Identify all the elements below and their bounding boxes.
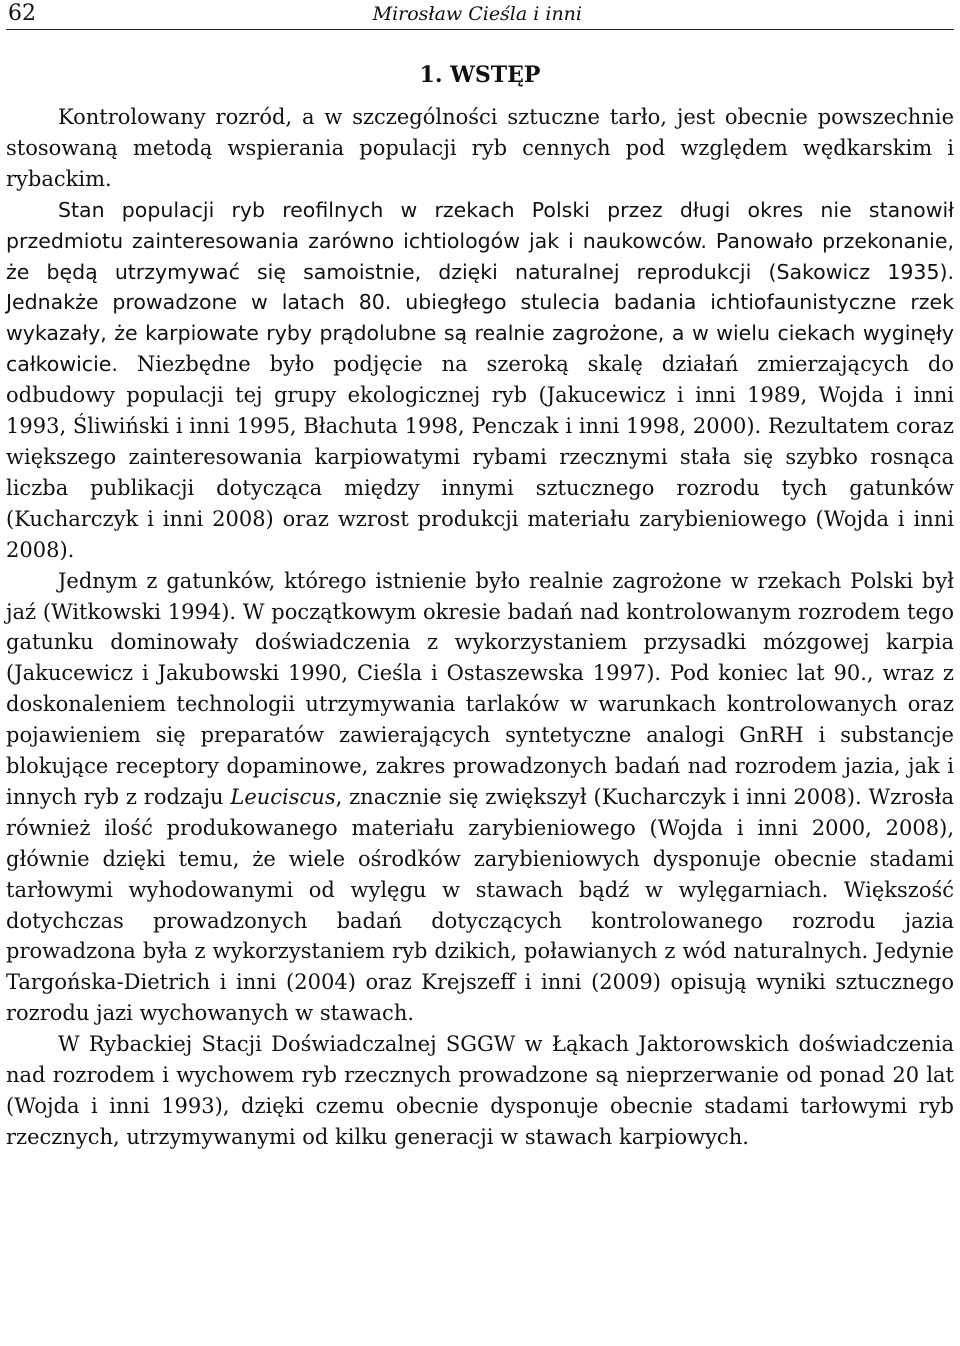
genus-name: Leuciscus	[230, 784, 336, 809]
paragraph-sggw-station: W Rybackiej Stacji Doświadczalnej SGGW w Łąkach Jaktorowskich doświadczenia nad rozrodem i wychowem ryb rzecznych prowadzone są nieprzerwanie od ponad 20 lat (Wojda i inni 1993), dzięki czemu obecnie dysponuje obecnie stadami tarłowymi ryb rzecznych, utrzymywanymi od kilku generacji w stawach karpiowych.	[6, 1032, 954, 1149]
paragraph-segment: , znacznie się zwiększył (Kucharczyk i inni 2008). Wzrosła również ilość produkowanego materiału zarybieniowego (Wojda i inni 2000, 2008), głównie dzięki temu, że wiele ośrodków zarybieniowych dysponuje obecnie stadami tarłowymi wyhodowanymi od wylęgu w stawach bądź w wylęgarniach. Większość dotychczas prowadzonych badań dotyczących kontrolowanego rozrodu jazia prowadzona była z wykorzystaniem ryb dzikich, poławianych z wód naturalnych. Jedynie Targońska-Dietrich i inni (2004) oraz Krejszeff i inni (2009) opisują wyniki sztucznego rozrodu jazi wychowanych w stawach.	[6, 784, 954, 1026]
running-title: Mirosław Cieśla i inni	[372, 3, 582, 25]
paragraph-reophilic-status	[6, 195, 954, 566]
paragraph-segment-serif: Niezbędne było podjęcie na szeroką skalę działań zmierzających do odbudowy populacji tej grupy ekologicznej ryb (Jakucewicz i inni 1989, Wojda i inni 1993, Śliwiński i inni 1995, Błachuta 1998, Penczak i inni 1998, 2000). Rezultatem coraz większego zainteresowania karpiowatymi rybami rzecznymi stała się szybko rosnąca liczba publikacji dotycząca między innymi sztucznego rozrodu tych gatunków (Kucharczyk i inni 2008) oraz wzrost produkcji materiału zarybieniowego (Wojda i inni 2008).	[6, 352, 954, 562]
paragraph-segment: Jednym z gatunków, którego istnienie było realnie zagrożone w rzekach Polski był jaź (Witkowski 1994). W początkowym okresie badań nad kontrolowanym rozrodem tego gatunku dominowały doświadczenia z wykorzystaniem przysadki mózgowej karpia (Jakucewicz i Jakubowski 1990, Cieśla i Ostaszewska 1997). Pod koniec lat 90., wraz z doskonaleniem technologii utrzymywania tarlaków w warunkach kontrolowanych oraz pojawieniem się preparatów zawierających syntetyczne analogi GnRH i substancje blokujące receptory dopaminowe, zakres prowadzonych badań nad rozrodem jazia, jak i innych ryb z rodzaju	[6, 568, 954, 809]
body-text	[6, 102, 954, 1153]
paragraph-intro: Kontrolowany rozród, a w szczególności sztuczne tarło, jest obecnie powszechnie stosowaną metodą wspierania populacji ryb cennych pod względem wędkarskim i rybackim.	[6, 105, 954, 191]
paragraph-ide-research	[6, 566, 954, 1030]
running-header	[6, 0, 954, 30]
page-number: 62	[8, 1, 36, 26]
paragraph-segment-sans: Stan populacji ryb reofilnych w rzekach Polski przez długi okres nie stanowił przedmiotu zainteresowania zarówno ichtiologów jak i naukowców. Panowało przekonanie, że będą utrzymywać się samoistnie, dzięki naturalnej reprodukcji (Sakowicz 1935). Jednakże prowadzone w latach 80. ubiegłego stulecia badania ichtiofaunistyczne rzek wykazały, że karpiowate ryby prądolubne są realnie zagrożone, a w wielu ciekach wyginęły całkowicie.	[6, 197, 954, 377]
section-heading: 1. WSTĘP	[419, 62, 541, 88]
